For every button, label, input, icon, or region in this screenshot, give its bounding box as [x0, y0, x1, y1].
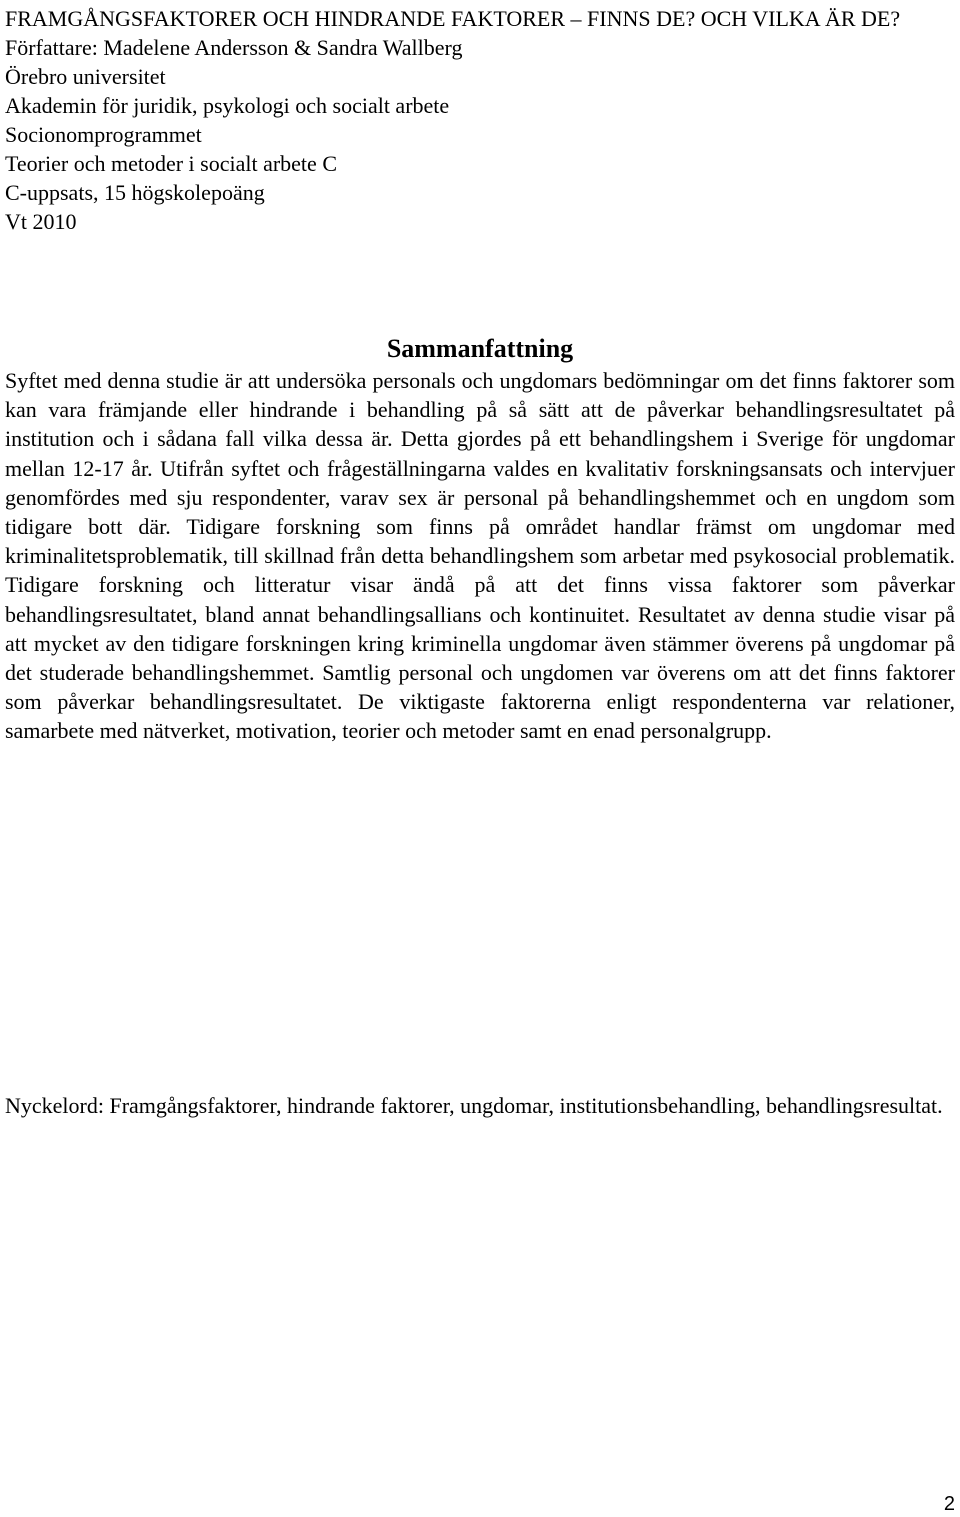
- page-number: 2: [943, 1493, 955, 1515]
- term-line: Vt 2010: [5, 209, 77, 234]
- university-line: Örebro universitet: [5, 64, 166, 89]
- thesis-title: FRAMGÅNGSFAKTORER OCH HINDRANDE FAKTORER – FINNS DE? OCH VILKA ÄR DE?: [5, 6, 901, 31]
- keywords-paragraph: Nyckelord: Framgångsfaktorer, hindrande faktorer, ungdomar, institutionsbehandling, behandlingsresultat.: [5, 1093, 943, 1118]
- abstract-paragraph: Syftet med denna studie är att undersöka personals och ungdomars bedömningar om det finns faktorer som kan vara främjande eller hindrande i behandling på så sätt att de påverkar behandlingsresultatet på institution och i sådana fall vilka dessa är. Detta gjordes på ett behandlingshem i Sverige för ungdomar mellan 12-17 år. Utifrån syftet och frågeställningarna valdes en kvalitativ forskningsansats och intervjuer genomfördes med sju respondenter, varav sex är personal på behandlingshemmet och en ungdom som tidigare bott där. Tidigare forskning som finns på området handlar främst om ungdomar med kriminalitetsproblematik, till skillnad från detta behandlingshem som arbetar med psykosocial problematik. Tidigare forskning och litteratur visar ändå på att det finns vissa faktorer som påverkar behandlingsresultatet, bland annat behandlingsallians och kontinuitet. Resultatet av denna studie visar på att mycket av den tidigare forskningen kring kriminella ungdomar även stämmer överens på ungdomar på det studerade behandlingshemmet. Samtlig personal och ungdomen var överens om att det finns faktorer som påverkar behandlingsresultatet. De viktigaste faktorerna enligt respondenterna var relationer, samarbete med nätverket, motivation, teorier och metoder samt en enad personalgrupp.: [5, 368, 955, 744]
- program-line: Socionomprogrammet: [5, 122, 202, 147]
- thesis-type-line: C-uppsats, 15 högskolepoäng: [5, 180, 265, 205]
- abstract-heading: Sammanfattning: [386, 334, 574, 363]
- authors-line: Författare: Madelene Andersson & Sandra Wallberg: [5, 35, 463, 60]
- title-block: [5, 4, 955, 236]
- academy-line: Akademin för juridik, psykologi och socialt arbete: [5, 93, 450, 118]
- course-line: Teorier och metoder i socialt arbete C: [5, 151, 337, 176]
